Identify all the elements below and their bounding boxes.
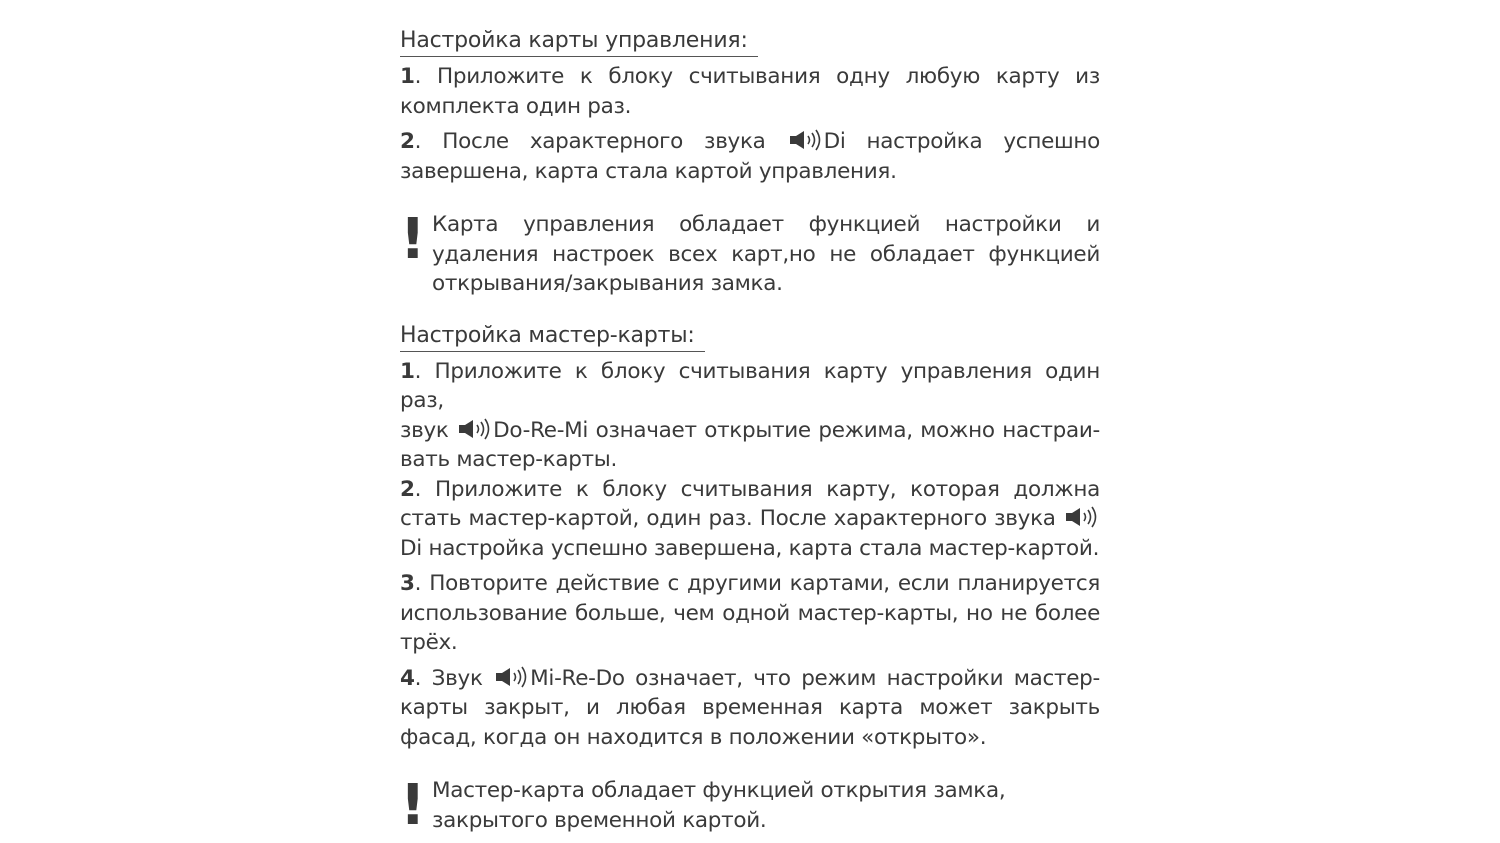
speaker-sound-icon (789, 129, 823, 151)
step-text: звук (400, 417, 457, 443)
section-heading-master-card: Настройка мастер-карты: (400, 321, 705, 352)
step-1-control (400, 62, 1100, 121)
speaker-sound-icon (495, 666, 529, 688)
speaker-sound-icon (1065, 506, 1099, 528)
sound-name: Do-Re-Mi (493, 417, 589, 443)
note-text: Карта управления обладает функцией настройки и удаления настроек всех карт,но не обладает функцией открывания/закрывания замка. (432, 212, 1100, 296)
note-text (432, 776, 1100, 835)
step-number: 2 (400, 476, 415, 502)
sound-name: Mi-Re-Do (530, 665, 625, 691)
step-number: 3 (400, 571, 415, 596)
step-number: 1 (400, 64, 415, 89)
step-text: . Приложите к блоку считывания одну любую карту из комплекта один раз. (400, 64, 1100, 119)
step-text: настройка успешно завершена, карта стала мастер-картой. (421, 535, 1100, 561)
sound-name: Di (400, 535, 422, 561)
sound-name: Di (823, 129, 846, 154)
step-number: 4 (400, 665, 415, 691)
note-line: Мастер-карта обладает функцией открытия замка, (432, 778, 1006, 803)
exclamation-icon: ! (400, 773, 426, 838)
section-heading-control-card: Настройка карты управления: (400, 26, 758, 57)
step-number: 1 (400, 358, 415, 384)
step-text: . Приложите к блоку считывания карту, которая должна стать мастер-картой, один раз. После характерного звука (400, 476, 1100, 531)
step-text: означает открытие режима, можно настраи-вать мастер-карты. (400, 417, 1100, 472)
step-3-master (400, 569, 1100, 658)
step-2-control (400, 127, 1100, 186)
step-4-master (400, 664, 1100, 753)
speaker-sound-icon (458, 418, 492, 440)
step-text: настройка успешно завершена, карта стала картой управления. (400, 129, 1100, 184)
exclamation-icon: ! (400, 207, 426, 272)
step-2-master (400, 475, 1100, 564)
instruction-page (400, 26, 1100, 838)
step-text: . Звук (414, 665, 494, 691)
step-number: 2 (400, 129, 415, 154)
step-text: . Повторите действие с другими картами, если планируется использование больше, чем одной мастер-карты, но не более трёх. (400, 571, 1100, 655)
note-control-card (400, 207, 1100, 299)
step-1-master (400, 357, 1100, 475)
note-line: закрытого временной картой. (432, 807, 767, 833)
step-text: означает, что режим настройки мастер-карты закрыт, и любая временная карта может закрыть фасад, когда он находится в положении «открыто». (400, 665, 1100, 750)
step-text: . После характерного звука (414, 129, 787, 154)
step-text: . Приложите к блоку считывания карту управления один раз, (400, 358, 1100, 413)
note-master-card (400, 773, 1100, 838)
